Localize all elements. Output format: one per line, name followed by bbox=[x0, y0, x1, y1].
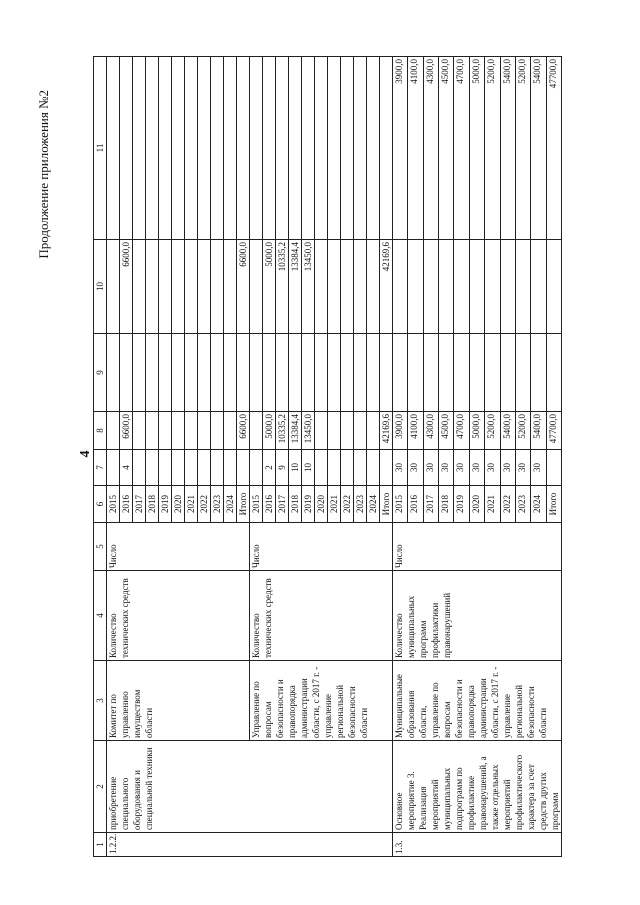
regional-budget-cell bbox=[354, 240, 367, 334]
regional-budget-cell bbox=[485, 240, 500, 334]
year-cell: 2024 bbox=[224, 486, 237, 523]
regional-budget-cell bbox=[393, 240, 408, 334]
year-cell: 2020 bbox=[172, 486, 185, 523]
regional-budget-cell bbox=[515, 240, 530, 334]
total-cell: 3900,0 bbox=[393, 412, 408, 450]
empty-cell bbox=[485, 334, 500, 412]
header-cell: 11 bbox=[94, 57, 107, 240]
total-cell: 6600,0 bbox=[120, 412, 133, 450]
quantity-cell: 30 bbox=[454, 450, 469, 486]
total-cell bbox=[133, 412, 146, 450]
regional-budget-cell bbox=[367, 240, 380, 334]
measure-name: Основное мероприятие 3. Реализация мероприятий муниципальных подпрограмм по профилактике правонарушений, а также отдельных мероприятий профилактического характера за счет средств других программ bbox=[393, 741, 562, 833]
total-cell: 13450,0 bbox=[302, 412, 315, 450]
regional-budget-cell bbox=[172, 240, 185, 334]
total-cell bbox=[354, 412, 367, 450]
empty-cell bbox=[146, 334, 159, 412]
total-cell bbox=[224, 412, 237, 450]
header-cell: 10 bbox=[94, 240, 107, 334]
municipal-budget-cell bbox=[289, 57, 302, 240]
header-cell: 6 bbox=[94, 486, 107, 523]
empty-cell bbox=[211, 334, 224, 412]
total-cell: 5400,0 bbox=[531, 412, 546, 450]
header-cell: 4 bbox=[94, 571, 107, 661]
regional-budget-cell bbox=[469, 240, 484, 334]
empty-cell bbox=[276, 334, 289, 412]
quantity-cell: 30 bbox=[515, 450, 530, 486]
regional-budget-cell: 13450,0 bbox=[302, 240, 315, 334]
year-cell: 2015 bbox=[250, 486, 263, 523]
year-cell: 2024 bbox=[531, 486, 546, 523]
empty-cell bbox=[315, 334, 328, 412]
empty-cell bbox=[408, 334, 423, 412]
empty-cell bbox=[423, 334, 438, 412]
total-cell: 4500,0 bbox=[439, 412, 454, 450]
regional-budget-cell bbox=[133, 240, 146, 334]
municipal-budget-cell bbox=[185, 57, 198, 240]
total-cell: 5000,0 bbox=[469, 412, 484, 450]
empty-cell bbox=[107, 334, 120, 412]
regional-budget-cell bbox=[315, 240, 328, 334]
quantity-cell bbox=[315, 450, 328, 486]
total-cell: 6600,0 bbox=[237, 412, 250, 450]
empty-cell bbox=[224, 334, 237, 412]
municipal-budget-cell bbox=[380, 57, 393, 240]
header-cell: 5 bbox=[94, 523, 107, 571]
total-cell bbox=[198, 412, 211, 450]
regional-budget-cell bbox=[546, 240, 561, 334]
empty-cell bbox=[546, 334, 561, 412]
total-cell bbox=[367, 412, 380, 450]
regional-budget-cell bbox=[500, 240, 515, 334]
total-cell: 5400,0 bbox=[500, 412, 515, 450]
year-cell: 2016 bbox=[408, 486, 423, 523]
regional-budget-cell bbox=[439, 240, 454, 334]
year-cell: Итого bbox=[546, 486, 561, 523]
indicator: Количество технических средств bbox=[107, 571, 250, 661]
empty-cell bbox=[367, 334, 380, 412]
quantity-cell bbox=[380, 450, 393, 486]
quantity-cell bbox=[172, 450, 185, 486]
total-cell: 10335,2 bbox=[276, 412, 289, 450]
quantity-cell bbox=[146, 450, 159, 486]
program-table bbox=[93, 56, 562, 857]
year-cell: 2015 bbox=[107, 486, 120, 523]
quantity-cell bbox=[341, 450, 354, 486]
regional-budget-cell bbox=[185, 240, 198, 334]
total-cell bbox=[341, 412, 354, 450]
quantity-cell: 9 bbox=[276, 450, 289, 486]
total-cell bbox=[172, 412, 185, 450]
regional-budget-cell: 42169,6 bbox=[380, 240, 393, 334]
row-number: 1.3. bbox=[393, 833, 562, 857]
regional-budget-cell bbox=[408, 240, 423, 334]
municipal-budget-cell bbox=[341, 57, 354, 240]
total-cell: 47700,0 bbox=[546, 412, 561, 450]
table-row bbox=[250, 57, 263, 857]
municipal-budget-cell bbox=[367, 57, 380, 240]
regional-budget-cell bbox=[328, 240, 341, 334]
executor: Управление по вопросам безопасности и правопорядка администрации области, с 2017 г. - управление региональной безопасности области bbox=[250, 661, 393, 741]
total-cell: 5200,0 bbox=[485, 412, 500, 450]
year-cell: 2016 bbox=[263, 486, 276, 523]
quantity-cell: 30 bbox=[408, 450, 423, 486]
total-cell bbox=[211, 412, 224, 450]
quantity-cell bbox=[250, 450, 263, 486]
year-cell: 2016 bbox=[120, 486, 133, 523]
year-cell: 2021 bbox=[485, 486, 500, 523]
regional-budget-cell: 5000,0 bbox=[263, 240, 276, 334]
year-cell: 2021 bbox=[185, 486, 198, 523]
quantity-cell bbox=[211, 450, 224, 486]
year-cell: Итого bbox=[380, 486, 393, 523]
empty-cell bbox=[133, 334, 146, 412]
municipal-budget-cell: 5000,0 bbox=[469, 57, 484, 240]
empty-cell bbox=[120, 334, 133, 412]
year-cell: 2023 bbox=[211, 486, 224, 523]
total-cell bbox=[107, 412, 120, 450]
municipal-budget-cell: 4100,0 bbox=[408, 57, 423, 240]
row-number: 1.2.2. bbox=[107, 833, 393, 857]
empty-cell bbox=[185, 334, 198, 412]
quantity-cell bbox=[185, 450, 198, 486]
quantity-cell bbox=[328, 450, 341, 486]
regional-budget-cell bbox=[146, 240, 159, 334]
quantity-cell: 10 bbox=[289, 450, 302, 486]
year-cell: 2020 bbox=[469, 486, 484, 523]
quantity-cell bbox=[546, 450, 561, 486]
regional-budget-cell bbox=[198, 240, 211, 334]
empty-cell bbox=[237, 334, 250, 412]
municipal-budget-cell: 4300,0 bbox=[423, 57, 438, 240]
quantity-cell bbox=[133, 450, 146, 486]
total-cell bbox=[159, 412, 172, 450]
quantity-cell bbox=[198, 450, 211, 486]
municipal-budget-cell bbox=[328, 57, 341, 240]
quantity-cell bbox=[354, 450, 367, 486]
year-cell: 2022 bbox=[198, 486, 211, 523]
regional-budget-cell: 6600,0 bbox=[237, 240, 250, 334]
municipal-budget-cell bbox=[211, 57, 224, 240]
empty-cell bbox=[159, 334, 172, 412]
empty-cell bbox=[439, 334, 454, 412]
regional-budget-cell bbox=[341, 240, 354, 334]
table-row bbox=[393, 57, 408, 857]
municipal-budget-cell: 5200,0 bbox=[515, 57, 530, 240]
year-cell: 2020 bbox=[315, 486, 328, 523]
quantity-cell bbox=[237, 450, 250, 486]
year-cell: 2019 bbox=[159, 486, 172, 523]
regional-budget-cell bbox=[454, 240, 469, 334]
total-cell: 42169,6 bbox=[380, 412, 393, 450]
year-cell: 2017 bbox=[423, 486, 438, 523]
regional-budget-cell: 10335,2 bbox=[276, 240, 289, 334]
regional-budget-cell bbox=[107, 240, 120, 334]
unit: Число bbox=[250, 523, 393, 571]
municipal-budget-cell bbox=[302, 57, 315, 240]
executor: Комитет по управлению имуществом области bbox=[107, 661, 250, 741]
header-row bbox=[94, 57, 107, 857]
year-cell: 2018 bbox=[439, 486, 454, 523]
empty-cell bbox=[172, 334, 185, 412]
empty-cell bbox=[354, 334, 367, 412]
total-cell bbox=[315, 412, 328, 450]
empty-cell bbox=[380, 334, 393, 412]
regional-budget-cell bbox=[423, 240, 438, 334]
executor: Муниципальные образования области, управление по вопросам безопасности и правопорядка администрации области, с 2017 г. - управление региональной безопасности области bbox=[393, 661, 562, 741]
total-cell: 4300,0 bbox=[423, 412, 438, 450]
municipal-budget-cell bbox=[120, 57, 133, 240]
page-number: 4 bbox=[78, 450, 93, 458]
quantity-cell: 30 bbox=[423, 450, 438, 486]
empty-cell bbox=[500, 334, 515, 412]
municipal-budget-cell bbox=[198, 57, 211, 240]
municipal-budget-cell bbox=[107, 57, 120, 240]
empty-cell bbox=[302, 334, 315, 412]
quantity-cell: 30 bbox=[485, 450, 500, 486]
empty-cell bbox=[328, 334, 341, 412]
municipal-budget-cell bbox=[315, 57, 328, 240]
municipal-budget-cell bbox=[172, 57, 185, 240]
quantity-cell: 30 bbox=[439, 450, 454, 486]
quantity-cell: 10 bbox=[302, 450, 315, 486]
municipal-budget-cell bbox=[237, 57, 250, 240]
year-cell: 2022 bbox=[500, 486, 515, 523]
total-cell bbox=[146, 412, 159, 450]
empty-cell bbox=[393, 334, 408, 412]
municipal-budget-cell bbox=[263, 57, 276, 240]
regional-budget-cell bbox=[250, 240, 263, 334]
unit: Число bbox=[393, 523, 562, 571]
municipal-budget-cell: 5400,0 bbox=[531, 57, 546, 240]
year-cell: 2019 bbox=[454, 486, 469, 523]
municipal-budget-cell: 5200,0 bbox=[485, 57, 500, 240]
year-cell: 2022 bbox=[341, 486, 354, 523]
total-cell: 4100,0 bbox=[408, 412, 423, 450]
regional-budget-cell bbox=[224, 240, 237, 334]
year-cell: 2017 bbox=[276, 486, 289, 523]
empty-cell bbox=[198, 334, 211, 412]
municipal-budget-cell bbox=[250, 57, 263, 240]
total-cell bbox=[328, 412, 341, 450]
municipal-budget-cell bbox=[224, 57, 237, 240]
continuation-title: Продолжение приложения №2 bbox=[36, 90, 51, 259]
year-cell: 2018 bbox=[146, 486, 159, 523]
header-cell: 1 bbox=[94, 833, 107, 857]
year-cell: 2023 bbox=[515, 486, 530, 523]
total-cell bbox=[250, 412, 263, 450]
municipal-budget-cell: 4700,0 bbox=[454, 57, 469, 240]
quantity-cell: 30 bbox=[531, 450, 546, 486]
municipal-budget-cell bbox=[146, 57, 159, 240]
table-row bbox=[107, 57, 120, 857]
quantity-cell bbox=[107, 450, 120, 486]
quantity-cell bbox=[367, 450, 380, 486]
year-cell: 2019 bbox=[302, 486, 315, 523]
quantity-cell bbox=[159, 450, 172, 486]
year-cell: 2018 bbox=[289, 486, 302, 523]
municipal-budget-cell: 5400,0 bbox=[500, 57, 515, 240]
year-cell: 2015 bbox=[393, 486, 408, 523]
empty-cell bbox=[263, 334, 276, 412]
unit: Число bbox=[107, 523, 250, 571]
empty-cell bbox=[469, 334, 484, 412]
year-cell: 2023 bbox=[354, 486, 367, 523]
indicator: Количество технических средств bbox=[250, 571, 393, 661]
header-cell: 9 bbox=[94, 334, 107, 412]
year-cell: Итого bbox=[237, 486, 250, 523]
quantity-cell bbox=[224, 450, 237, 486]
quantity-cell: 4 bbox=[120, 450, 133, 486]
regional-budget-cell bbox=[211, 240, 224, 334]
quantity-cell: 2 bbox=[263, 450, 276, 486]
quantity-cell: 30 bbox=[500, 450, 515, 486]
municipal-budget-cell bbox=[133, 57, 146, 240]
empty-cell bbox=[515, 334, 530, 412]
indicator: Количество муниципальных программ профилактики правонарушений bbox=[393, 571, 562, 661]
empty-cell bbox=[341, 334, 354, 412]
regional-budget-cell: 6600,0 bbox=[120, 240, 133, 334]
quantity-cell: 30 bbox=[393, 450, 408, 486]
municipal-budget-cell bbox=[159, 57, 172, 240]
total-cell: 5200,0 bbox=[515, 412, 530, 450]
header-cell: 8 bbox=[94, 412, 107, 450]
municipal-budget-cell bbox=[276, 57, 289, 240]
year-cell: 2021 bbox=[328, 486, 341, 523]
municipal-budget-cell: 4500,0 bbox=[439, 57, 454, 240]
empty-cell bbox=[289, 334, 302, 412]
year-cell: 2024 bbox=[367, 486, 380, 523]
regional-budget-cell bbox=[531, 240, 546, 334]
total-cell: 5000,0 bbox=[263, 412, 276, 450]
total-cell: 4700,0 bbox=[454, 412, 469, 450]
empty-cell bbox=[250, 334, 263, 412]
header-cell: 3 bbox=[94, 661, 107, 741]
quantity-cell: 30 bbox=[469, 450, 484, 486]
empty-cell bbox=[454, 334, 469, 412]
regional-budget-cell bbox=[159, 240, 172, 334]
empty-cell bbox=[531, 334, 546, 412]
header-cell: 7 bbox=[94, 450, 107, 486]
municipal-budget-cell: 47700,0 bbox=[546, 57, 561, 240]
total-cell bbox=[185, 412, 198, 450]
year-cell: 2017 bbox=[133, 486, 146, 523]
municipal-budget-cell: 3900,0 bbox=[393, 57, 408, 240]
municipal-budget-cell bbox=[354, 57, 367, 240]
regional-budget-cell: 13384,4 bbox=[289, 240, 302, 334]
header-cell: 2 bbox=[94, 741, 107, 833]
measure-name: приобретение специального оборудования и специальной техники bbox=[107, 741, 393, 833]
total-cell: 13384,4 bbox=[289, 412, 302, 450]
